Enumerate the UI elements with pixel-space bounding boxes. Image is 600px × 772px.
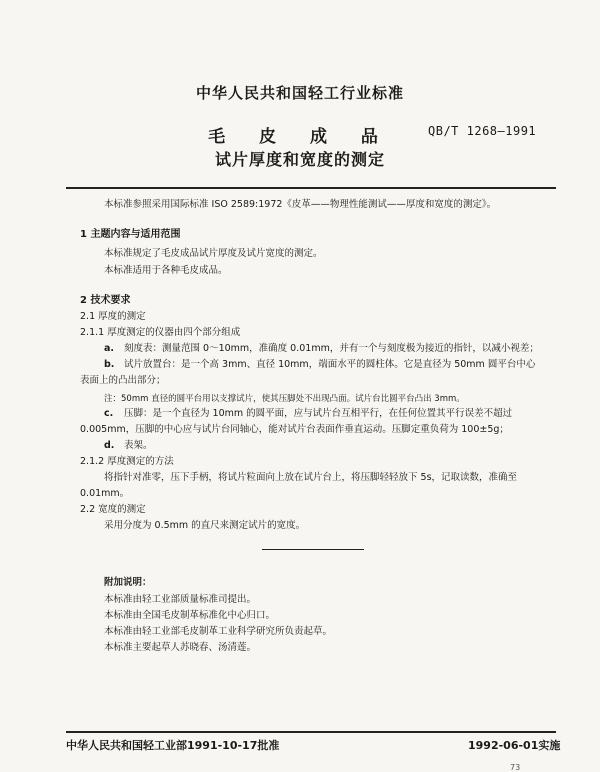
title-line-2: 试片厚度和宽度的测定 <box>214 150 385 169</box>
bottom-rule <box>66 731 556 733</box>
implementation-date: 1992-06-01实施 <box>468 739 561 752</box>
intro-paragraph: 本标准参照采用国际标准 ISO 2589:1972《皮革——物理性能测试——厚度和宽度的测定》。 <box>104 199 497 210</box>
item-d-label: d. <box>104 440 115 451</box>
appendix-line-4: 本标准主要起草人苏晓春、汤清莲。 <box>104 642 257 653</box>
approval-line: 中华人民共和国轻工业部1991-10-17批准 <box>66 739 280 752</box>
method-text-cont: 0.01mm。 <box>80 488 130 499</box>
subsection-2-1: 2.1 厚度的测定 <box>80 311 146 322</box>
item-c-text-cont: 0.005mm，压脚的中心应与试片台同轴心，能对试片台表面作垂直运动。压脚定重负荷为 100±5g； <box>80 424 509 435</box>
top-rule <box>66 187 556 189</box>
appendix-heading: 附加说明： <box>104 577 152 588</box>
item-d-text: 表架。 <box>124 440 153 451</box>
center-divider <box>262 549 364 550</box>
appendix-line-3: 本标准由轻工业部毛皮制革工业科学研究所负责起草。 <box>104 626 333 637</box>
appendix-line-1: 本标准由轻工业部质量标准司提出。 <box>104 594 257 605</box>
section-2-heading: 2 技术要求 <box>80 295 131 306</box>
subsection-2-1-2: 2.1.2 厚度测定的方法 <box>80 456 174 467</box>
subsection-2-1-1: 2.1.1 厚度测定的仪器由四个部分组成 <box>80 327 241 338</box>
item-b-label: b. <box>104 359 115 370</box>
item-a-label: a. <box>104 343 115 354</box>
item-a-text: 刻度表：测量范围 0～10mm，准确度 0.01mm，并有一个与刻度极为接近的指针，以减小视差； <box>124 343 539 354</box>
section-1-para-1: 本标准规定了毛皮成品试片厚度及试片宽度的测定。 <box>104 248 323 259</box>
item-c-label: c. <box>104 408 114 419</box>
width-text: 采用分度为 0.5mm 的直尺来测定试片的宽度。 <box>104 520 306 531</box>
appendix-line-2: 本标准由全国毛皮制革标准化中心归口。 <box>104 610 276 621</box>
item-c-text: 压脚：是一个直径为 10mm 的圆平面，应与试片台互相平行，在任何位置其平行误差不超过 <box>124 408 513 419</box>
section-1-heading: 1 主题内容与适用范围 <box>80 229 181 240</box>
subsection-2-2: 2.2 宽度的测定 <box>80 504 146 515</box>
section-1-para-2: 本标准适用于各种毛皮成品。 <box>104 265 228 276</box>
note-text: 注：50mm 直径的圆平台用以支撑试片，使其压脚处不出现凸面。试片台比圆平台凸出 3mm。 <box>104 394 465 404</box>
title-line-1: 毛 皮 成 品 <box>208 127 392 147</box>
method-text: 将指针对准零，压下手柄，将试片粒面向上放在试片台上，将压脚轻轻放下 5s，记取读数，准确至 <box>104 472 518 483</box>
standard-code: QB/T 1268—1991 <box>428 124 537 138</box>
item-b-text: 试片放置台：是一个高 3mm、直径 10mm，端面水平的圆柱体。它是直径为 50mm 圆平台中心 <box>124 359 536 370</box>
page-number: 73 <box>510 763 521 772</box>
item-b-text-cont: 表面上的凸出部分； <box>80 375 166 386</box>
org-title: 中华人民共和国轻工行业标准 <box>195 84 404 102</box>
